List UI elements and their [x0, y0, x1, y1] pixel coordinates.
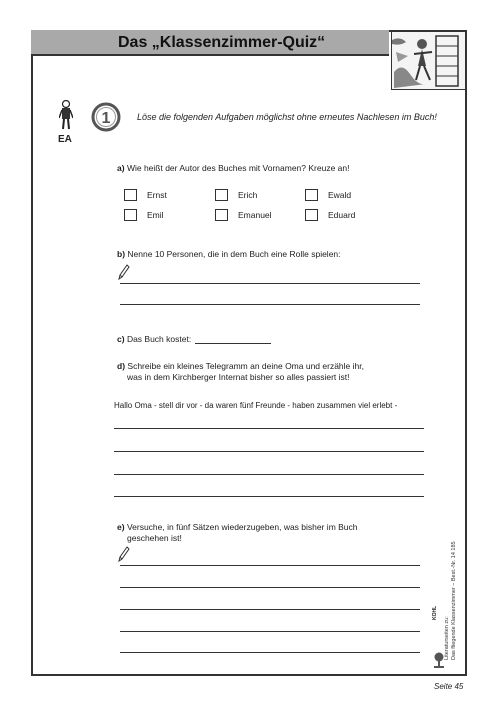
- answer-line[interactable]: [120, 565, 420, 566]
- option-ernst[interactable]: Ernst: [124, 189, 167, 201]
- price-blank[interactable]: [195, 343, 271, 344]
- answer-line[interactable]: [120, 652, 420, 653]
- side-footer: [444, 541, 458, 660]
- question-e: e) Versuche, in fünf Sätzen wiederzugeben, was bisher im Buch geschehen ist!: [117, 522, 358, 543]
- option-erich[interactable]: Erich: [215, 189, 257, 201]
- answer-line[interactable]: [114, 496, 424, 497]
- publisher-logo-icon: [432, 652, 446, 673]
- answer-line[interactable]: [120, 609, 420, 610]
- checkbox[interactable]: [215, 209, 228, 221]
- telegram-example: Hallo Oma - stell dir vor - da waren fünf Freunde - haben zusammen viel erlebt -: [114, 401, 398, 410]
- answer-line[interactable]: [120, 304, 420, 305]
- checkbox[interactable]: [124, 189, 137, 201]
- series-label: Literaturseiten zu:: [444, 616, 450, 660]
- option-emanuel[interactable]: Emanuel: [215, 209, 272, 221]
- answer-line[interactable]: [114, 474, 424, 475]
- publisher-name: KOHL: [432, 605, 438, 620]
- mode-label: EA: [58, 134, 72, 145]
- pencil-icon: [118, 264, 130, 285]
- task-number-badge: [91, 102, 121, 137]
- book-order-info: Das fliegende Klassenzimmer – Best.-Nr. 14 185: [451, 541, 457, 660]
- answer-line[interactable]: [114, 451, 424, 452]
- task-number: 1: [101, 110, 111, 127]
- person-icon: [59, 100, 73, 135]
- checkbox[interactable]: [124, 209, 137, 221]
- option-eduard[interactable]: Eduard: [305, 209, 355, 221]
- checkbox[interactable]: [305, 209, 318, 221]
- question-b: b) Nenne 10 Personen, die in dem Buch eine Rolle spielen:: [117, 249, 341, 259]
- option-ewald[interactable]: Ewald: [305, 189, 351, 201]
- question-c: c) Das Buch kostet:: [117, 334, 271, 345]
- checkbox[interactable]: [215, 189, 228, 201]
- option-emil[interactable]: Emil: [124, 209, 164, 221]
- book-illustration: [391, 32, 465, 90]
- answer-line[interactable]: [114, 428, 424, 429]
- question-d: d) Schreibe ein kleines Telegramm an deine Oma und erzähle ihr, was in dem Kirchberger Internat bisher so alles passiert ist!: [117, 361, 364, 382]
- checkbox[interactable]: [305, 189, 318, 201]
- answer-line[interactable]: [120, 283, 420, 284]
- answer-line[interactable]: [120, 631, 420, 632]
- answer-line[interactable]: [120, 587, 420, 588]
- question-a: a) Wie heißt der Autor des Buches mit Vornamen? Kreuze an!: [117, 163, 350, 173]
- page-number: Seite 45: [434, 682, 464, 691]
- task-instructions: Löse die folgenden Aufgaben möglichst ohne erneutes Nachlesen im Buch!: [137, 112, 437, 122]
- page-title: Das „Klassenzimmer-Quiz“: [118, 34, 326, 51]
- pencil-icon: [118, 546, 130, 567]
